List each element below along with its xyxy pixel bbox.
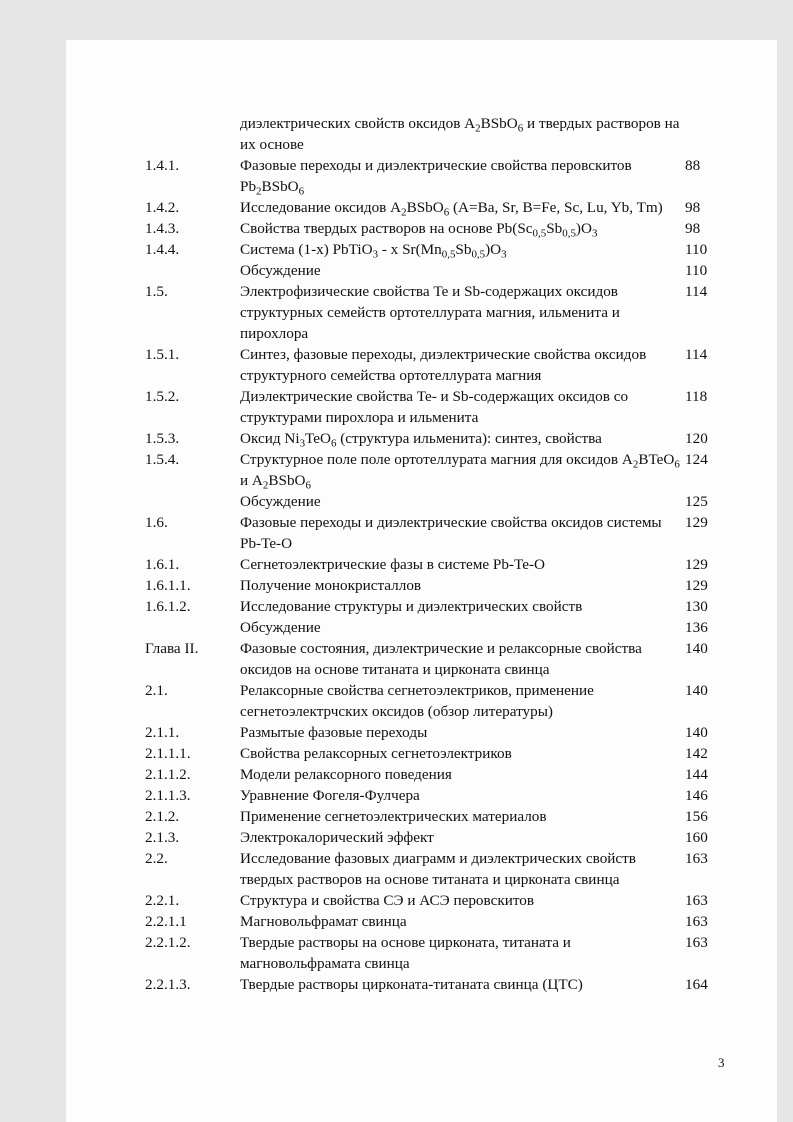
toc-entry — [145, 806, 745, 827]
toc-entry-title: Свойства твердых растворов на основе $Pb(Sc_{0,5}Sb_{0,5})O_3$ — [240, 220, 598, 240]
toc-entry-number: 1.5.2. — [145, 388, 180, 405]
toc-entry-title: Обсуждение — [240, 262, 321, 279]
toc-entry — [145, 512, 745, 554]
toc-entry-page: 140 — [685, 724, 708, 741]
toc-entry-title: Сегнетоэлектрические фазы в системе Pb-Te-O — [240, 556, 545, 573]
toc-entry-title: Уравнение Фогеля-Фулчера — [240, 787, 420, 804]
toc-entry — [145, 113, 745, 155]
toc-entry-number: 2.1.1.3. — [145, 787, 191, 804]
toc-entry-title: Исследование оксидов $A_2BSbO_6$ (A=Ba, Sr, B=Fe, Sc, Lu, Yb, Tm) — [240, 199, 663, 219]
toc-entry — [145, 344, 745, 386]
toc-entry-number: 1.6. — [145, 514, 168, 531]
toc-entry-page: 156 — [685, 808, 708, 825]
toc-entry-number — [145, 491, 240, 512]
toc-entry — [145, 239, 745, 260]
toc-entry-page: 88 — [685, 157, 701, 174]
table-of-contents — [145, 113, 745, 995]
toc-entry-number — [145, 617, 240, 638]
toc-entry-number: 1.5.3. — [145, 430, 180, 447]
toc-entry — [145, 848, 745, 890]
toc-entry — [145, 197, 745, 218]
toc-entry-title: Структурное поле поле ортотеллурата магния для оксидов $A_2BTeO_6$ и $A_2BSbO_6$ — [240, 451, 680, 492]
toc-entry-page: 98 — [685, 220, 701, 237]
toc-entry — [145, 218, 745, 239]
toc-entry-title: диэлектрических свойств оксидов $A_2BSbO_6$ и твердых растворов на их основе — [240, 115, 680, 153]
toc-entry-page: 114 — [685, 346, 708, 363]
toc-entry-title: Обсуждение — [240, 493, 321, 510]
toc-entry-title: Твердые растворы цирконата-титаната свинца (ЦТС) — [240, 976, 583, 993]
toc-entry — [145, 449, 745, 491]
toc-entry-number: 1.5.1. — [145, 346, 180, 363]
toc-entry-number — [145, 260, 240, 281]
toc-entry-title: Получение монокристаллов — [240, 577, 422, 594]
toc-entry-number: 2.2.1.2. — [145, 934, 191, 951]
toc-entry-page: 114 — [685, 283, 708, 300]
toc-entry-page — [685, 113, 745, 155]
toc-entry-page: 163 — [685, 934, 708, 951]
toc-entry-page: 125 — [685, 493, 708, 510]
toc-entry-number: 1.5. — [145, 283, 168, 300]
toc-entry-number: Глава II. — [145, 640, 199, 657]
toc-entry — [145, 785, 745, 806]
toc-entry-number: 1.6.1. — [145, 556, 180, 573]
toc-entry — [145, 575, 745, 596]
toc-entry-title: Диэлектрические свойства Te- и Sb-содержащих оксидов со структурами пирохлора и ильменита — [240, 388, 629, 426]
toc-entry — [145, 890, 745, 911]
toc-entry-title: Свойства релаксорных сегнетоэлектриков — [240, 745, 512, 762]
toc-entry — [145, 764, 745, 785]
toc-entry-title: Размытые фазовые переходы — [240, 724, 428, 741]
toc-entry — [145, 428, 745, 449]
toc-entry-page: 120 — [685, 430, 708, 447]
toc-entry-page: 118 — [685, 388, 708, 405]
toc-entry-number: 1.4.2. — [145, 199, 180, 216]
toc-entry-number: 2.1.1. — [145, 724, 180, 741]
toc-entry-page: 163 — [685, 850, 708, 867]
toc-entry-title: Исследование структуры и диэлектрических свойств — [240, 598, 583, 615]
toc-entry — [145, 260, 745, 281]
toc-entry-number: 1.5.4. — [145, 451, 180, 468]
toc-entry — [145, 386, 745, 428]
toc-entry-title: Электрофизические свойства Te и Sb-содержацих оксидов структурных семейств ортотеллурата магния, ильменита и пирохлора — [240, 283, 620, 342]
toc-entry-number: 2.2.1.3. — [145, 976, 191, 993]
toc-entry-page: 129 — [685, 577, 708, 594]
toc-entry — [145, 743, 745, 764]
toc-entry-number: 2.2.1. — [145, 892, 180, 909]
toc-entry-title: Система (1-x) PbTiO$_3$ - x $Sr(Mn_{0,5}Sb_{0,5})O_3$ — [240, 241, 507, 261]
toc-entry-title: Оксид $Ni_3TeO_6$ (структура ильменита): синтез, свойства — [240, 430, 602, 450]
toc-entry — [145, 911, 745, 932]
toc-entry — [145, 281, 745, 344]
toc-entry-number: 2.1.1.1. — [145, 745, 191, 762]
toc-entry — [145, 974, 745, 995]
toc-entry-title: Синтез, фазовые переходы, диэлектрические свойства оксидов структурного семейства ортотеллурата магния — [240, 346, 647, 384]
toc-entry — [145, 932, 745, 974]
toc-entry-page: 163 — [685, 892, 708, 909]
toc-entry — [145, 554, 745, 575]
toc-entry-number: 1.4.4. — [145, 241, 180, 258]
toc-entry-title: Электрокалорический эффект — [240, 829, 434, 846]
toc-entry — [145, 596, 745, 617]
toc-entry-page: 136 — [685, 619, 708, 636]
toc-entry-page: 144 — [685, 766, 708, 783]
toc-entry-title: Твердые растворы на основе цирконата, титаната и магновольфрамата свинца — [240, 934, 571, 972]
toc-entry-title: Обсуждение — [240, 619, 321, 636]
toc-entry-title: Фазовые состояния, диэлектрические и релаксорные свойства оксидов на основе титаната и цирконата свинца — [240, 640, 642, 678]
toc-entry-number: 2.1.1.2. — [145, 766, 191, 783]
toc-entry-page: 142 — [685, 745, 708, 762]
toc-entry-page: 110 — [685, 262, 708, 279]
toc-entry — [145, 638, 745, 680]
toc-entry — [145, 680, 745, 722]
toc-entry — [145, 155, 745, 197]
toc-entry-title: Применение сегнетоэлектрических материалов — [240, 808, 547, 825]
toc-entry-number: 2.1.3. — [145, 829, 180, 846]
toc-entry — [145, 827, 745, 848]
toc-entry-page: 140 — [685, 682, 708, 699]
toc-entry — [145, 491, 745, 512]
toc-entry-title: Фазовые переходы и диэлектрические свойства перовскитов $Pb_2BSbO_6$ — [240, 157, 632, 198]
toc-entry-page: 124 — [685, 451, 708, 468]
page-number: 3 — [718, 1055, 725, 1070]
toc-entry-page: 164 — [685, 976, 708, 993]
toc-entry — [145, 617, 745, 638]
toc-entry-page: 110 — [685, 241, 708, 258]
toc-entry-number: 2.1. — [145, 682, 168, 699]
toc-entry-title: Модели релаксорного поведения — [240, 766, 452, 783]
toc-entry-page: 129 — [685, 556, 708, 573]
toc-entry-page: 98 — [685, 199, 701, 216]
toc-entry-number: 1.4.1. — [145, 157, 180, 174]
toc-entry-number: 2.1.2. — [145, 808, 180, 825]
toc-entry-number: 1.6.1.2. — [145, 598, 191, 615]
toc-entry-page: 130 — [685, 598, 708, 615]
toc-entry-page: 146 — [685, 787, 708, 804]
toc-entry-title: Фазовые переходы и диэлектрические свойства оксидов системы Pb-Te-O — [240, 514, 662, 552]
toc-entry-number: 2.2. — [145, 850, 168, 867]
toc-entry-page: 140 — [685, 640, 708, 657]
toc-entry-number — [145, 113, 240, 155]
toc-entry-number: 2.2.1.1 — [145, 913, 187, 930]
toc-entry-title: Структура и свойства СЭ и АСЭ перовскитов — [240, 892, 535, 909]
toc-entry-number: 1.6.1.1. — [145, 577, 191, 594]
toc-entry-title: Магновольфрамат свинца — [240, 913, 407, 930]
toc-entry-page: 163 — [685, 913, 708, 930]
toc-entry-page: 160 — [685, 829, 708, 846]
toc-entry — [145, 722, 745, 743]
toc-entry-title: Исследование фазовых диаграмм и диэлектрических свойств твердых растворов на основе титаната и цирконата свинца — [240, 850, 636, 888]
toc-entry-number: 1.4.3. — [145, 220, 180, 237]
toc-entry-title: Релаксорные свойства сегнетоэлектриков, применение сегнетоэлектрчских оксидов (обзор литературы) — [240, 682, 594, 720]
toc-entry-page: 129 — [685, 514, 708, 531]
